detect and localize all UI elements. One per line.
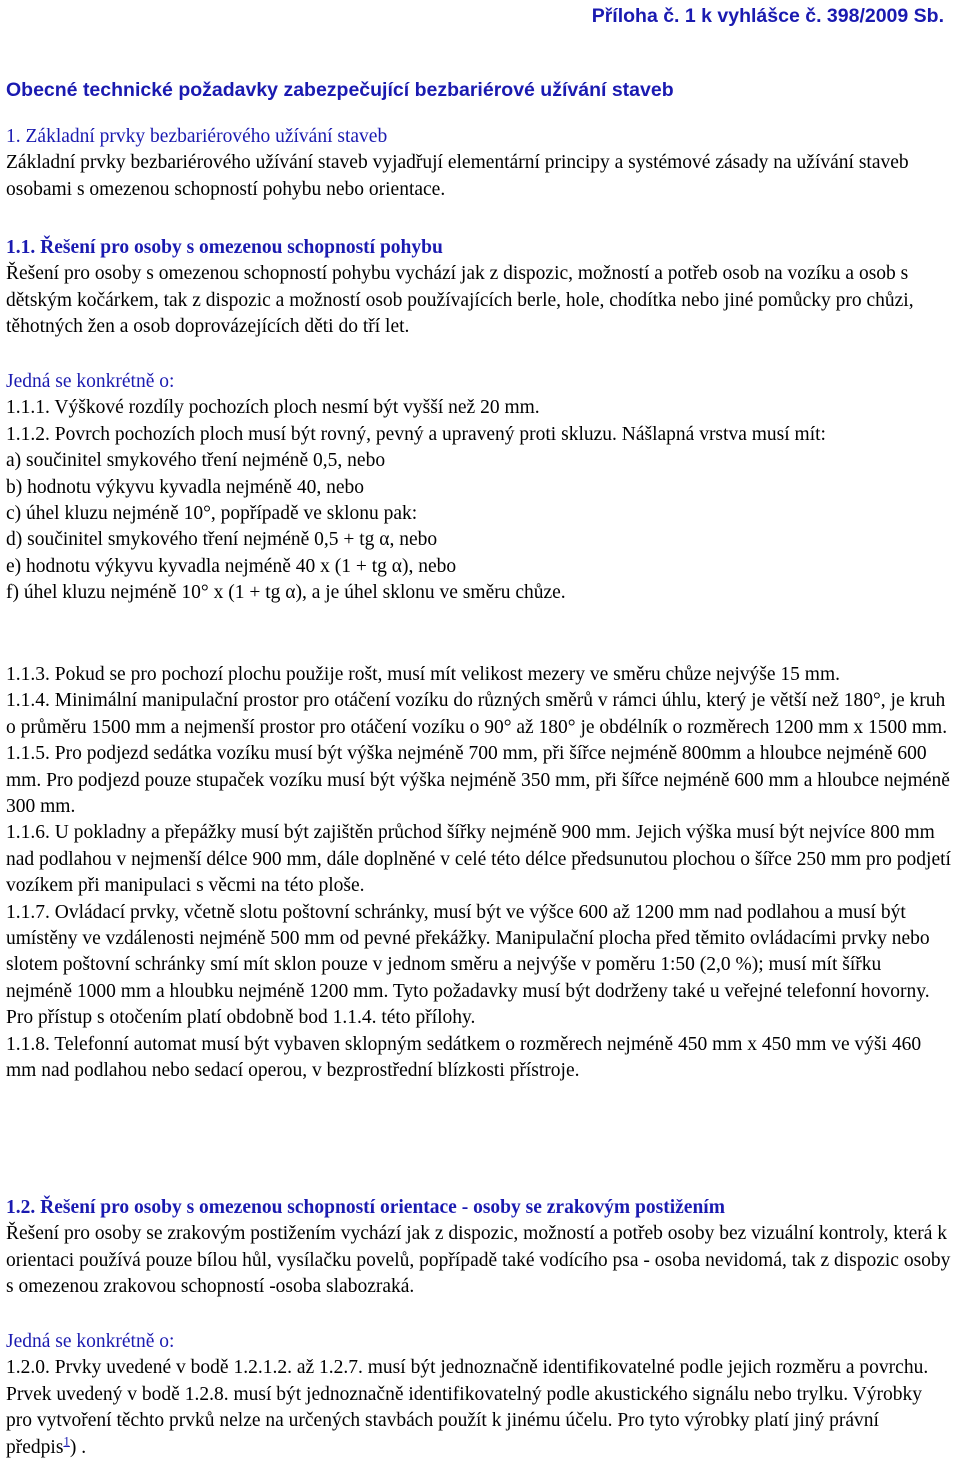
item-1-1-7: 1.1.7. Ovládací prvky, včetně slotu poštovní schránky, musí být ve výšce 600 až 1200 mm nad podlahou a musí být umístěny ve vzdálenosti nejméně 500 mm od pevné překážky. Manipulační plocha před těmito ovládacími prvky nebo slotem poštovní schránky smí mít sklon pouze v jednom směru a nejvýše v poměru 1:50 (2,0 %); musí mít šířku nejméně 1000 mm a hloubku nejméně 1200 mm. Tyto požadavky musí být dodrženy také u veřejné telefonní hovorny. Pro přístup s otočením platí obdobně bod 1.1.4. této přílohy. (6, 901, 930, 1029)
item-1-1-4: 1.1.4. Minimální manipulační prostor pro otáčení vozíku do různých směrů v rámci úhlu, který je větší než 180°, je kruh o průměru 1500 mm a nejmenší prostor pro otáčení vozíku o 90° až 180° je obdélník o rozměrech 1200 mm x 1500 mm. (6, 690, 948, 738)
section-1-1-items (6, 369, 952, 607)
item-1-1-8: 1.1.8. Telefonní automat musí být vybaven sklopným sedátkem o rozměrech nejméně 450 mm x 450 mm ve výši 460 mm nad podlahou nebo sedací operou, v bezprostřední blízkosti přístroje. (6, 1033, 922, 1082)
section-1-2-items (6, 1329, 952, 1461)
document-title: Obecné technické požadavky zabezpečující bezbariérové užívání staveb (6, 79, 674, 101)
section-1-intro: Základní prvky bezbariérového užívání staveb vyjadřují elementární principy a systémové zásady na užívání staveb osobami s omezenou schopností pohybu nebo orientace. (6, 152, 909, 200)
option-b: b) hodnotu výkyvu kyvadla nejméně 40, nebo (6, 476, 364, 498)
section-1-2-heading: 1.2. Řešení pro osoby s omezenou schopností orientace - osoby se zrakovým postižením (6, 1197, 725, 1218)
specifically-label-2: Jedná se konkrétně o: (6, 1331, 175, 1352)
item-1-2-0-text: 1.2.0. Prvky uvedené v bodě 1.2.1.2. až 1.2.7. musí být jednoznačně identifikovatelné podle jejich rozměru a povrchu. Prvek uvedený v bodě 1.2.8. musí být jednoznačně identifikovatelný podle akustického signálu nebo trylku. Výrobky pro vytvoření těchto prvků nelze na určených stavbách použít k jinému účelu. Pro tyto výrobky platí jiný právní předpis (6, 1357, 929, 1458)
item-1-1-2: 1.1.2. Povrch pochozích ploch musí být rovný, pevný a upravený proti skluzu. Nášlapná vrstva musí mít: (6, 423, 826, 445)
section-1-heading: 1. Základní prvky bezbariérového užívání staveb (6, 126, 388, 147)
option-d: d) součinitel smykového tření nejméně 0,5 + tg α, nebo (6, 529, 438, 551)
item-1-1-6: 1.1.6. U pokladny a přepážky musí být zajištěn průchod šířky nejméně 900 mm. Jejich výška musí být nejvíce 800 mm nad podlahou v nejmenší délce 900 mm, dále doplněné v celé této délce předsunutou plochou o šířce 250 mm pro podjetí vozíkem při manipulaci s věcmi na této ploše. (6, 822, 951, 897)
section-1-1-heading: 1.1. Řešení pro osoby s omezenou schopností pohybu (6, 237, 443, 258)
option-c: c) úhel kluzu nejméně 10°, popřípadě ve sklonu pak: (6, 503, 418, 525)
specifically-label: Jedná se konkrétně o: (6, 371, 175, 392)
item-1-1-1: 1.1.1. Výškové rozdíly pochozích ploch nesmí být vyšší než 20 mm. (6, 397, 540, 419)
section-1-1 (6, 235, 952, 341)
option-f: f) úhel kluzu nejméně 10° x (1 + tg α), a je úhel sklonu ve směru chůze. (6, 582, 566, 604)
item-1-1-3: 1.1.3. Pokud se pro pochozí plochu použije rošt, musí mít velikost mezery ve směru chůze nejvýše 15 mm. (6, 664, 841, 685)
section-1-2 (6, 1195, 952, 1301)
item-1-2-0-end: ) . (69, 1436, 87, 1458)
option-a: a) součinitel smykového tření nejméně 0,5, nebo (6, 450, 386, 472)
item-1-1-5: 1.1.5. Pro podjezd sedátka vozíku musí být výška nejméně 700 mm, při šířce nejméně 800mm a hloubce nejméně 600 mm. Pro podjezd pouze stupaček vozíku musí být výška nejméně 350 mm, při šířce nejméně 600 mm a hloubce nejméně 300 mm. (6, 743, 950, 818)
attachment-label: Příloha č. 1 k vyhlášce č. 398/2009 Sb. (591, 5, 944, 27)
section-1-1-items-continued (6, 662, 952, 1085)
section-1-2-intro: Řešení pro osoby se zrakovým postižením vychází jak z dispozic, možností a potřeb osoby bez vizuální kontroly, která k orientaci používá pouze bílou hůl, vysílačku povelů, popřípadě také vodícího psa - osoba nevidomá, tak z dispozic osoby s omezenou zrakovou schopností -osoba slabozraká. (6, 1223, 951, 1298)
section-1-1-intro: Řešení pro osoby s omezenou schopností pohybu vychází jak z dispozic, možností a potřeb osob na vozíku a osob s dětským kočárkem, tak z dispozic a možností osob používajících berle, hole, chodítka nebo jiné pomůcky pro chůzi, těhotných žen a osob doprovázejících děti do tří let. (6, 263, 914, 338)
option-e: e) hodnotu výkyvu kyvadla nejméně 40 x (1 + tg α), nebo (6, 555, 457, 577)
section-1 (6, 124, 952, 203)
footnote-link[interactable]: 1 (63, 1433, 70, 1449)
item-1-2-0 (6, 1355, 952, 1461)
